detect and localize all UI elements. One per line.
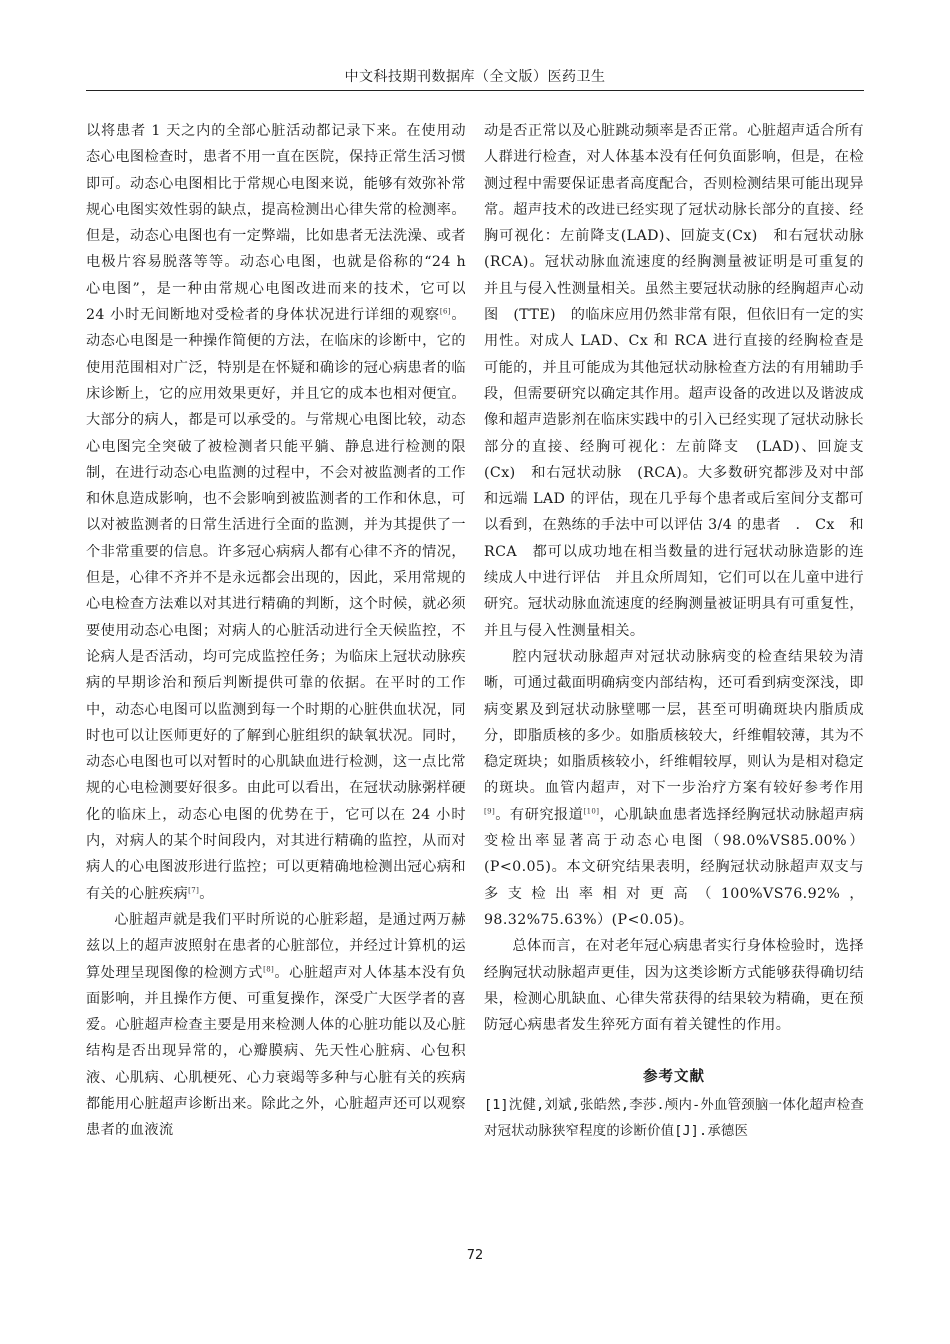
right-column [484, 118, 879, 1145]
left-paragraph-1 [86, 118, 466, 907]
left-p1-text-b: 。动态心电图是一种操作简便的方法，在临床的诊断中，它的使用范围相对广泛，特别是在怀疑和确诊的冠心病患者的临床诊断上，它的应用效果更好，并且它的成本也相对便宜。大部分的病人，都是可以承受的。与常规心电图比较，动态心电图完全突破了被检测者只能平躺、静息进行检测的限制，在进行动态心电监测的过程中，不会对被监测者的工作和休息造成影响，也不会影响到被监测者的工作和休息，可以对被监测者的日常生活进行全面的监测，并为其提供了一个非常重要的信息。许多冠心病病人都有心律不齐的情况，但是，心律不齐并不是永远都会出现的，因此，采用常规的心电检查方法难以对其进行精确的判断，这个时候，就必须要使用动态心电图；对病人的心脏活动进行全天候监控，不论病人是否活动，均可完成监控任务；为临床上冠状动脉疾病的早期诊治和预后判断提供可靠的依据。在平时的工作中，动态心电图可以监测到每一个时期的心脏供血状况，同时也可以让医师更好的了解到心脏组织的缺氧状况。同时，动态心电图也可以对暂时的心肌缺血进行检测，这一点比常规的心电检测要好很多。由此可以看出，在冠状动脉粥样硬化的临床上，动态心电图的优势在于，它可以在 24 小时内，对病人的某个时间段内，对其进行精确的监控，从而对病人的心电图波形进行监控；可以更精确地检测出冠心病和有关的心脏疾病 [86, 307, 466, 902]
right-p2-text-b: 。有研究报道 [495, 806, 584, 823]
left-p1-text-a: 以将患者 1 天之内的全部心脏活动都记录下来。在使用动态心电图检查时，患者不用一直在医院，保持正常生活习惯即可。动态心电图相比于常规心电图来说，能够有效弥补常规心电图实效性弱的缺点，提高检测出心律失常的检测率。但是，动态心电图也有一定弊端，比如患者无法洗澡、或者电极片容易脱落等等。动态心电图，也就是俗称的“24 h 心电图”，是一种由常规心电图改进而来的技术，它可以 24 小时无间断地对受检者的身体状况进行详细的观察 [86, 123, 466, 324]
citation-10: [10] [583, 806, 600, 815]
header-rule [86, 90, 864, 91]
citation-6: [6] [439, 307, 451, 316]
right-paragraph-3: 总体而言，在对老年冠心病患者实行身体检验时，选择经胸冠状动脉超声更佳，因为这类诊断方式能够获得确切结果，检测心肌缺血、心律失常获得的结果较为精确，更在预防冠心病患者发生猝死方面有着关键性的作用。 [484, 938, 864, 1034]
citation-9: [9] [484, 806, 496, 815]
page-number: 72 [466, 1248, 484, 1263]
right-p2-text-c: ，心肌缺血患者选择经胸冠状动脉超声病变检出率显著高于动态心电图（98.0%VS85.00%）(P<0.05)。本文研究结果表明，经胸冠状动脉超声双支与多支检出率相对更高（100%VS76.92%，98.32%75.63%）(P<0.05)。 [484, 806, 865, 928]
left-p2-text-a: 心脏超声就是我们平时所说的心脏彩超，是通过两万赫兹以上的超声波照射在患者的心脏部位，并经过计算机的运算处理呈现图像的检测方式 [86, 911, 466, 981]
left-paragraph-2 [86, 907, 466, 1144]
journal-header: 中文科技期刊数据库（全文版）医药卫生 [344, 69, 606, 85]
right-paragraph-1: 动是否正常以及心脏跳动频率是否正常。心脏超声适合所有人群进行检查，对人体基本没有任何负面影响，但是，在检测过程中需要保证患者高度配合，否则检测结果可能出现异常。超声技术的改进已经实现了冠状动脉长部分的直接、经胸可视化：左前降支(LAD)、回旋支(Cx) 和右冠状动脉(RCA)。冠状动脉血流速度的经胸测量被证明是可重复的并且与侵入性测量相关。虽然主要冠状动脉的经胸超声心动图 (TTE) 的临床应用仍然非常有限，但依旧有一定的实用性。对成人 LAD、Cx 和 RCA 进行直接的经胸检查是可能的，并且可能成为其他冠状动脉检查方法的有用辅助手段，但需要研究以确定其作用。超声设备的改进以及谐波成像和超声造影剂在临床实践中的引入已经实现了冠状动脉长部分的直接、经胸可视化：左前降支 (LAD)、回旋支(Cx) 和右冠状动脉 (RCA)。大多数研究都涉及对中部和远端 LAD 的评估，现在几乎每个患者或后室间分支都可以看到，在熟练的手法中可以评估 3/4 的患者 . Cx 和 RCA 都可以成功地在相当数量的进行冠状动脉造影的连续成人中进行评估 并且众所周知，它们可以在儿童中进行研究。冠状动脉血流速度的经胸测量被证明具有可重复性，并且与侵入性测量相关。 [484, 123, 879, 639]
citation-8: [8] [263, 964, 275, 973]
right-paragraph-2 [484, 644, 864, 933]
right-p2-text-a: 腔内冠状动脉超声对冠状动脉病变的检查结果较为清晰，可通过截面明确病变内部结构，还可看到病变深浅，即病变累及到冠状动脉壁哪一层，甚至可明确斑块内脂质成分，即脂质核的多少。如脂质核较大，纤维帽较薄，其为不稳定斑块；如脂质核较小，纤维帽较厚，则认为是相对稳定的斑块。血管内超声，对下一步治疗方案有较好参考作用 [484, 648, 864, 797]
left-p2-text-b: 。心脏超声对人体基本没有负面影响，并且操作方便、可重复操作，深受广大医学者的喜爱。心脏超声检查主要是用来检测人体的心脏功能以及心脏结构是否出现异常的，心瓣膜病、先天性心脏病、心包积液、心肌病、心肌梗死、心力衰竭等多种与心脏有关的疾病都能用心脏超声诊断出来。除此之外，心脏超声还可以观察患者的血液流 [86, 964, 466, 1139]
reference-1: [1]沈健,刘斌,张皓然,李莎.颅内-外血管颈脑一体化超声检查对冠状动脉狭窄程度的诊断价值[J].承德医 [484, 1097, 864, 1139]
citation-7: [7] [188, 885, 200, 894]
left-column [86, 118, 466, 1144]
references-title: 参考文献 [643, 1068, 705, 1086]
left-p1-text-c: 。 [199, 885, 214, 902]
